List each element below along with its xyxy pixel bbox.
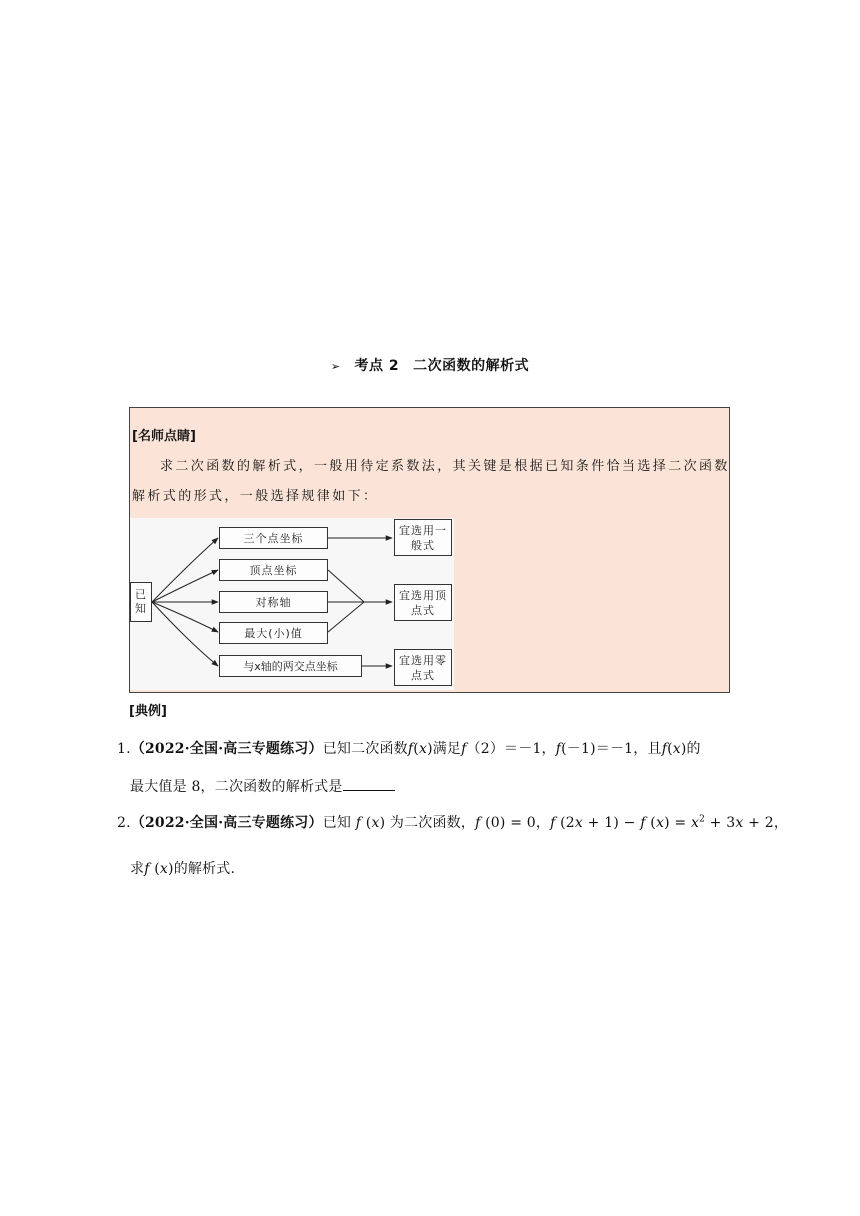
section-title: 二次函数的解析式: [413, 358, 530, 374]
result-intercept-form: 宜选用零点式: [394, 649, 452, 686]
question-1-text-e: 的: [686, 741, 701, 757]
condition-x-intercepts: 与x轴的两交点坐标: [219, 655, 362, 677]
question-2-text-f: 的解析式.: [173, 861, 236, 877]
section-heading: [0, 355, 860, 375]
condition-axis: 对称轴: [219, 591, 328, 613]
condition-vertex: 顶点坐标: [219, 559, 328, 581]
question-2-text-b: 为二次函数，: [389, 815, 476, 831]
question-2-text-e: 求: [130, 861, 145, 877]
known-box: 已知: [130, 582, 152, 622]
question-2-source: （2022·全国·高三专题练习）: [130, 815, 323, 831]
condition-three-points: 三个点坐标: [219, 527, 328, 549]
section-number: 考点 2: [354, 358, 400, 374]
question-1-text-d: (－1)＝－1，且: [561, 741, 662, 757]
tip-text: 求二次函数的解析式，一般用待定系数法，其关键是根据已知条件恰当选择二次函数解析式的形式，一般选择规律如下：: [132, 459, 730, 504]
question-1-source: （2022·全国·高三专题练习）: [130, 741, 323, 757]
arrow-bullet-icon: ➢: [330, 360, 341, 373]
result-vertex-form: 宜选用顶点式: [394, 584, 452, 621]
question-1-text-b: 满足: [432, 741, 462, 757]
question-2-line-1: 2.（2022·全国·高三专题练习）已知 f (x) 为二次函数，f (0) = 0，f (2x + 1) − f $(x) = x^2 + 3x + 2$，: [117, 814, 789, 831]
question-2-text-a: 已知: [322, 815, 352, 831]
flow-diagram: [130, 518, 454, 690]
tip-title: [名师点睛]: [132, 429, 196, 444]
result-general-form: 宜选用一般式: [394, 519, 452, 556]
question-1-line-1: 1.（2022·全国·高三专题练习）已知二次函数f(x)满足f（2）＝－1，f(－1)＝－1，且f(x)的: [117, 741, 701, 757]
question-1-line-2: [130, 776, 395, 796]
question-2-text-d: ，: [773, 815, 789, 831]
question-2-text-c: ，: [535, 815, 551, 831]
condition-extreme-value: 最大(小)值: [219, 622, 328, 644]
answer-blank: [343, 778, 395, 791]
question-1-text-f: 最大值是 8，二次函数的解析式是: [130, 779, 343, 795]
examples-title: [典例]: [129, 704, 167, 719]
question-1-text-c: （2）＝－1，: [466, 741, 556, 757]
tip-box: [129, 407, 730, 693]
question-1-text-a: 已知二次函数: [322, 741, 408, 757]
question-2-number: 2.: [117, 815, 131, 831]
question-2-line-2: 求f (x)的解析式.: [130, 861, 236, 877]
question-1-number: 1.: [117, 741, 131, 757]
